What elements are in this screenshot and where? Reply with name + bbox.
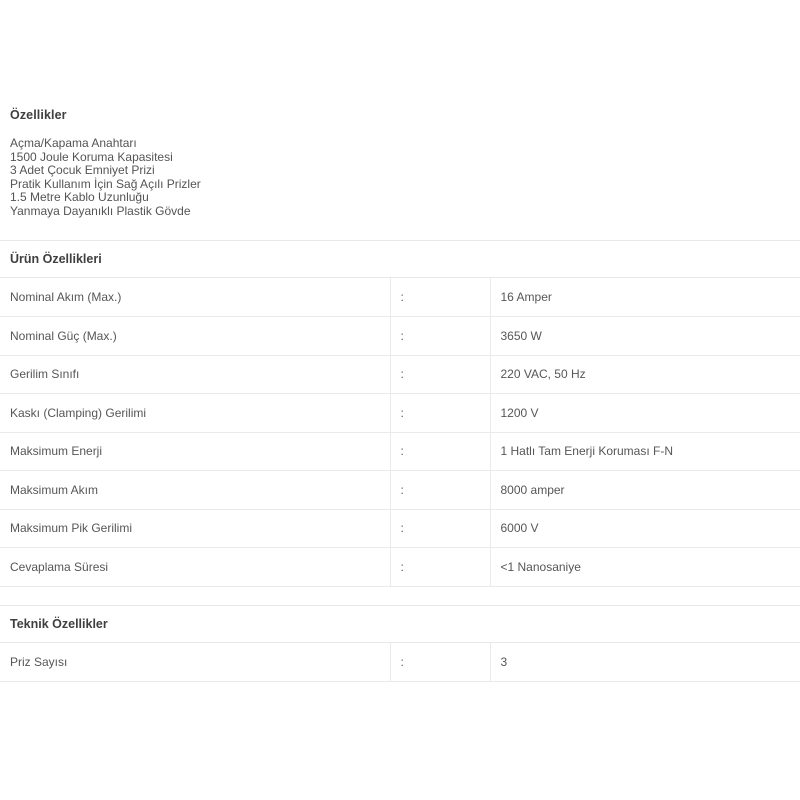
spec-separator: :: [390, 278, 490, 317]
features-block: [0, 108, 800, 219]
spec-value: <1 Nanosaniye: [490, 548, 800, 587]
table-row: [0, 471, 800, 510]
technical-specs-header: [0, 605, 800, 643]
spec-label: Priz Sayısı: [0, 643, 390, 682]
spec-label: Maksimum Enerji: [0, 432, 390, 471]
features-list: [10, 137, 790, 219]
list-item: 3 Adet Çocuk Emniyet Prizi: [10, 163, 155, 178]
spec-value: 6000 V: [490, 509, 800, 548]
spec-label: Maksimum Pik Gerilimi: [0, 509, 390, 548]
technical-specs-body: [0, 643, 800, 682]
list-item: 1.5 Metre Kablo Uzunluğu: [10, 190, 149, 205]
spec-value: 3: [490, 643, 800, 682]
spec-value: 220 VAC, 50 Hz: [490, 355, 800, 394]
spec-separator: :: [390, 432, 490, 471]
technical-specs-table: [0, 643, 800, 682]
spec-label: Nominal Güç (Max.): [0, 317, 390, 356]
spec-separator: :: [390, 394, 490, 433]
table-row: [0, 394, 800, 433]
spec-separator: :: [390, 509, 490, 548]
product-specs-body: [0, 278, 800, 587]
list-item: 1500 Joule Koruma Kapasitesi: [10, 149, 173, 164]
list-item: Yanmaya Dayanıklı Plastik Gövde: [10, 203, 191, 218]
table-row: [0, 432, 800, 471]
spec-value: 3650 W: [490, 317, 800, 356]
product-specs-table: [0, 278, 800, 587]
table-row: [0, 643, 800, 682]
table-row: [0, 548, 800, 587]
spec-value: 1 Hatlı Tam Enerji Koruması F-N: [490, 432, 800, 471]
section-title: Ürün Özellikleri: [10, 252, 102, 266]
technical-specs-section: [0, 605, 800, 682]
spec-separator: :: [390, 317, 490, 356]
product-specs-section: [0, 240, 800, 587]
spec-separator: :: [390, 548, 490, 587]
product-specs-header: [0, 240, 800, 278]
spec-value: 8000 amper: [490, 471, 800, 510]
spec-separator: :: [390, 643, 490, 682]
spec-label: Kaskı (Clamping) Gerilimi: [0, 394, 390, 433]
list-item: Açma/Kapama Anahtarı: [10, 136, 137, 150]
table-row: [0, 317, 800, 356]
section-title: Teknik Özellikler: [10, 617, 108, 631]
spec-label: Maksimum Akım: [0, 471, 390, 510]
spec-value: 1200 V: [490, 394, 800, 433]
spec-label: Cevaplama Süresi: [0, 548, 390, 587]
table-row: [0, 355, 800, 394]
table-row: [0, 278, 800, 317]
table-row: [0, 509, 800, 548]
spec-label: Nominal Akım (Max.): [0, 278, 390, 317]
features-title: Özellikler: [10, 108, 67, 122]
spec-label: Gerilim Sınıfı: [0, 355, 390, 394]
list-item: Pratik Kullanım İçin Sağ Açılı Prizler: [10, 176, 201, 191]
spec-separator: :: [390, 471, 490, 510]
spec-value: 16 Amper: [490, 278, 800, 317]
spec-separator: :: [390, 355, 490, 394]
